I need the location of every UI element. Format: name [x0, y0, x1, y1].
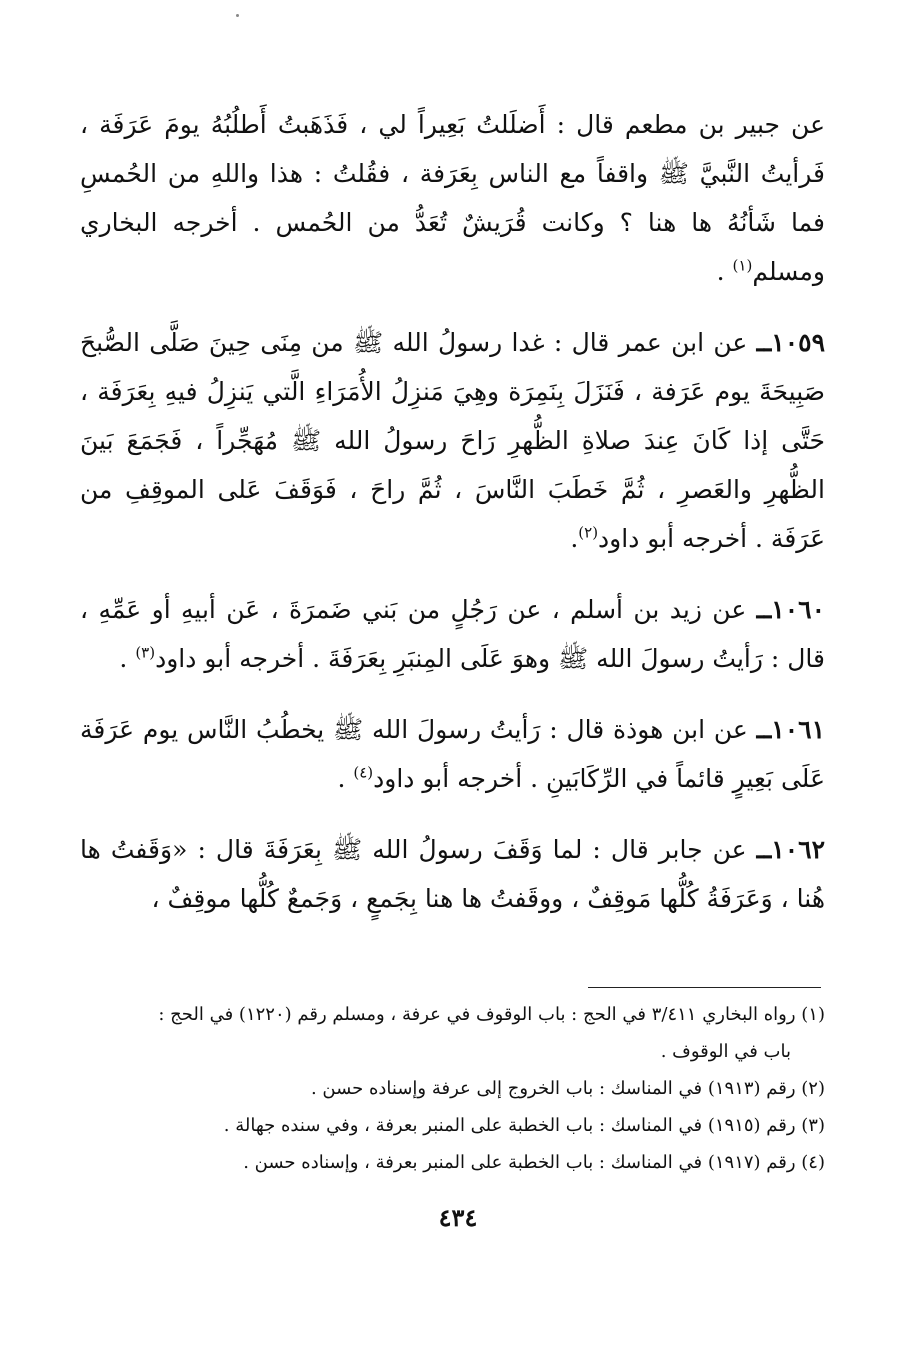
footnote-divider: [588, 987, 821, 988]
hadith-text: عن زيد بن أسلم ، عن رَجُلٍ من بَني ضَمرَةَ ، عَن أبيهِ أو عَمِّهِ ، قال : رَأيتُ رسولَ الله ﷺ وهوَ عَلَى المِنبَرِ بِعَرَفَةَ . أخرجه أبو داود: [80, 595, 825, 673]
paragraph-end: .: [716, 257, 733, 286]
footnote-4: (٤) رقم (١٩١٧) في المناسك : باب الخطبة على المنبر بعرفة ، وإسناده حسن .: [243, 1152, 825, 1173]
footnote-3: (٣) رقم (١٩١٥) في المناسك : باب الخطبة على المنبر بعرفة ، وفي سنده جهالة .: [223, 1115, 825, 1136]
footnote-2: (٢) رقم (١٩١٣) في المناسك : باب الخروج إلى عرفة وإسناده حسن .: [310, 1078, 825, 1099]
paragraph-1059: [80, 318, 825, 563]
hadith-text: عن ابن عمر قال : غدا رسولُ الله ﷺ من مِنَى حِينَ صَلَّى الصُّبحَ صَبِيحَةَ يوم عَرَفة ، فَنَزَلَ بِنَمِرَة وهِيَ مَنزِلُ الأُمَرَاءِ الَّتي يَنزِلُ فيهِ بِعَرَفَة ، حَتَّى إذا كَانَ عِندَ صلاةِ الظُّهرِ رَاحَ رسولُ الله ﷺ مُهَجِّراً ، فَجَمَعَ بَينَ الظُّهرِ والعَصرِ ، ثُمَّ خَطَبَ النَّاسَ ، ثُمَّ راحَ ، فَوَقَفَ عَلى الموقِفِ من عَرَفَة . أخرجه أبو داود: [80, 328, 825, 553]
hadith-text: عن جابر قال : لما وَقَفَ رسولُ الله ﷺ بِعَرَفَةَ قال : «وَقَفتُ ها هُنا ، وَعَرَفَةُ كُلُّها مَوقِفٌ ، ووقَفتُ ها هنا بِجَمعٍ ، وَجَمعٌ كُلُّها موقِفٌ ،: [80, 835, 825, 913]
footnote-ref: (٤): [353, 763, 374, 782]
hadith-number: ١٠٦٠ــ: [756, 595, 825, 624]
paragraph-1061: [80, 705, 825, 803]
footnote-1-continuation: باب في الوقوف .: [660, 1041, 791, 1062]
hadith-number: ١٠٥٩ــ: [756, 328, 825, 357]
hadith-text: عن جبير بن مطعم قال : أَضلَلتُ بَعِيراً لي ، فَذَهَبتُ أَطلُبُهُ يومَ عَرَفَة ، فَرأيتُ النَّبيَّ ﷺ واقفاً مع الناس بِعَرَفة ، فقُلتُ : هذا واللهِ من الحُمسِ فما شَأنُهُ ها هنا ؟ وكانت قُرَيشٌ تُعَدُّ من الحُمس . أخرجه البخاري ومسلم: [80, 110, 825, 286]
hadith-text: عن ابن هوذة قال : رَأيتُ رسولَ الله ﷺ يخطُبُ النَّاس يوم عَرَفَة عَلَى بَعِيرٍ قائماً في الرِّكَابَينِ . أخرجه أبو داود: [80, 715, 825, 793]
footnote-1: (١) رواه البخاري ٣/٤١١ في الحج : باب الوقوف في عرفة ، ومسلم رقم (١٢٢٠) في الحج :: [158, 1004, 825, 1025]
paragraph-1062: [80, 825, 825, 923]
paragraph-end: .: [119, 644, 136, 673]
page-number: ٤٣٤: [438, 1203, 478, 1232]
paragraph-end: .: [570, 524, 579, 553]
paragraph-intro: [80, 100, 825, 296]
footnote-ref: (١): [732, 256, 753, 275]
paragraph-end: .: [337, 764, 354, 793]
footnote-ref: (٣): [135, 643, 156, 662]
margin-mark: [236, 14, 239, 17]
hadith-number: ١٠٦٢ــ: [756, 835, 825, 864]
footnotes: [90, 996, 825, 1181]
footnote-ref: (٢): [578, 523, 599, 542]
main-text: [80, 100, 825, 945]
hadith-number: ١٠٦١ــ: [756, 715, 825, 744]
paragraph-1060: [80, 585, 825, 683]
